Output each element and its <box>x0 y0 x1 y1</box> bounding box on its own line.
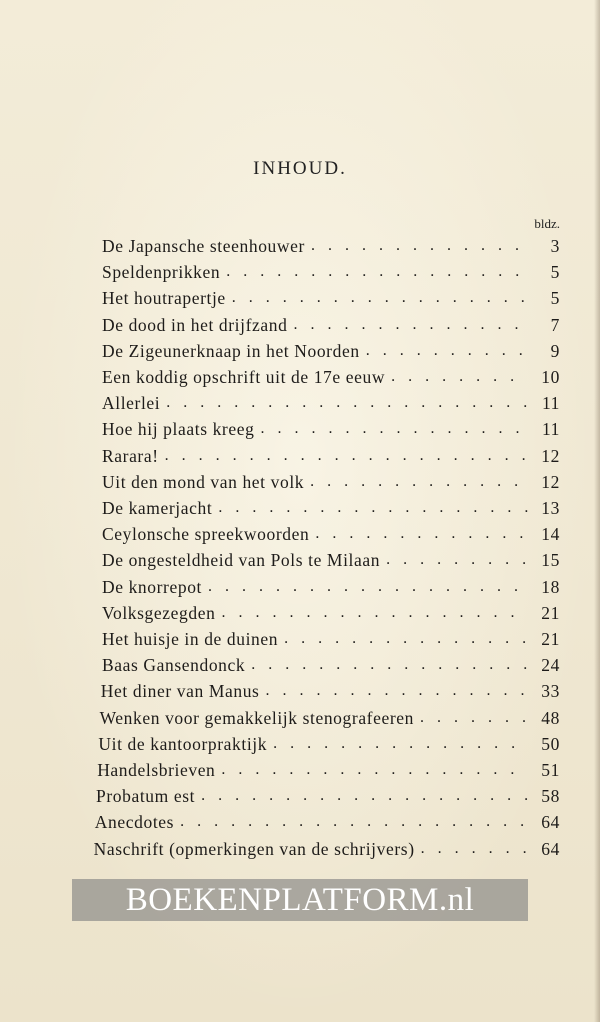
dot-leader <box>166 392 528 414</box>
page-edge-shadow <box>594 0 600 1022</box>
toc-entry-title: Het diner van Manus <box>100 681 260 702</box>
dot-leader <box>221 602 528 624</box>
dot-leader <box>310 471 528 493</box>
toc-entry-page: 51 <box>541 760 560 780</box>
toc-entry-title: Allerlei <box>102 393 161 414</box>
page-title: INHOUD. <box>253 158 347 179</box>
dot-leader <box>201 785 528 807</box>
toc-entry-title: Rarara! <box>102 445 159 466</box>
toc-entry-page: 10 <box>541 367 560 387</box>
toc-entry <box>102 362 560 388</box>
toc-entry-page: 14 <box>541 524 560 545</box>
toc-entry <box>102 493 560 519</box>
toc-entry-page: 64 <box>541 838 560 859</box>
dot-leader <box>180 811 528 833</box>
toc-entry-page: 18 <box>541 576 560 597</box>
toc-entry <box>102 572 560 598</box>
toc-entry-page: 58 <box>541 786 560 807</box>
toc-entry-title: Baas Gansendonck <box>102 655 246 676</box>
dot-leader <box>420 707 528 729</box>
toc-entry-title: Ceylonsche spreekwoorden <box>102 524 310 545</box>
toc-entry-title: De kamerjacht <box>102 498 213 518</box>
toc-entry <box>95 807 560 833</box>
dot-leader <box>366 340 528 362</box>
dot-leader <box>386 549 528 571</box>
dot-leader <box>226 261 528 283</box>
toc-entry <box>102 441 560 467</box>
toc-entry <box>97 755 560 781</box>
toc-entry <box>94 834 560 860</box>
toc-entry-page: 33 <box>541 681 560 702</box>
dot-leader <box>315 523 528 545</box>
toc-entry <box>101 676 560 702</box>
toc-entry-title: Volksgezegden <box>102 602 216 623</box>
toc-entry-title: Naschrift (opmerkingen van de schrijvers) <box>93 838 415 859</box>
toc-entry <box>102 414 560 440</box>
toc-entry-title: Speldenprikken <box>102 262 221 283</box>
toc-entry-title: De ongesteldheid van Pols te Milaan <box>102 550 381 571</box>
dot-leader <box>293 314 528 336</box>
toc-entry <box>102 257 560 283</box>
toc-entry <box>102 519 560 545</box>
dot-leader <box>165 445 528 467</box>
toc-entry-page: 3 <box>550 236 560 256</box>
toc-entry-page: 12 <box>541 445 560 466</box>
toc-entry-page: 24 <box>541 655 560 676</box>
dot-leader <box>391 366 528 388</box>
dot-leader <box>284 628 528 650</box>
toc-entry-title: Een koddig opschrift uit de 17e eeuw <box>102 367 386 387</box>
toc-entry-page: 21 <box>541 602 560 623</box>
toc-entry-title: Probatum est <box>96 786 196 807</box>
toc-entry-page: 50 <box>541 733 560 754</box>
dot-leader <box>221 759 528 781</box>
toc-entry <box>98 729 560 755</box>
toc-entry-title: Het huisje in de duinen <box>102 629 279 649</box>
toc-entry-title: Handelsbrieven <box>97 760 216 780</box>
toc-entry-title: Uit de kantoorpraktijk <box>98 733 268 754</box>
toc-entry-title: Hoe hij plaats kreeg <box>102 419 255 440</box>
toc-entry-page: 7 <box>550 314 560 335</box>
toc-entry-page: 15 <box>541 550 560 571</box>
toc-entry <box>102 650 560 676</box>
toc-entry-page: 5 <box>550 262 560 283</box>
dot-leader <box>232 287 528 309</box>
toc-entry-page: 64 <box>541 812 560 833</box>
toc-entry <box>96 781 560 807</box>
dot-leader <box>260 418 528 440</box>
toc-entry <box>102 310 560 336</box>
toc-entry-page: 11 <box>541 393 560 414</box>
toc-entry-page: 48 <box>541 707 560 728</box>
toc-entry-title: Het houtrapertje <box>102 288 226 309</box>
toc-entry-title: Wenken voor gemakkelijk stenografeeren <box>99 707 414 728</box>
toc-entry-page: 9 <box>550 340 560 361</box>
toc-entry-page: 11 <box>541 419 560 440</box>
toc-entry <box>102 467 560 493</box>
toc-entry <box>102 624 560 650</box>
dot-leader <box>421 838 528 860</box>
watermark-banner: BOEKENPLATFORM.nl <box>72 879 528 921</box>
toc-entry-title: De knorrepot <box>102 576 203 597</box>
toc-entry <box>102 283 560 309</box>
toc-entry <box>102 545 560 571</box>
dot-leader <box>273 733 528 755</box>
toc-entry-page: 12 <box>541 471 560 492</box>
dot-leader <box>251 654 528 676</box>
toc-entry-page: 13 <box>541 498 560 518</box>
toc-entry-title: Anecdotes <box>94 812 175 833</box>
page-column-label: bldz. <box>534 216 560 231</box>
toc-entry-title: De Zigeunerknaap in het Noorden <box>102 340 360 361</box>
toc-entry-title: Uit den mond van het volk <box>102 471 305 492</box>
dot-leader <box>208 576 528 598</box>
toc-entry-title: De dood in het drijfzand <box>102 314 288 335</box>
dot-leader <box>218 497 528 519</box>
dot-leader <box>265 680 528 702</box>
toc-entry <box>102 336 560 362</box>
toc-entry <box>100 703 560 729</box>
dot-leader <box>311 235 528 257</box>
toc-entry-title: De Japansche steenhouwer <box>102 236 305 256</box>
toc-entry-page: 21 <box>541 629 560 649</box>
toc-entry-page: 5 <box>550 288 560 309</box>
toc-entry <box>102 231 560 257</box>
toc-entry <box>102 388 560 414</box>
toc-entry <box>102 598 560 624</box>
